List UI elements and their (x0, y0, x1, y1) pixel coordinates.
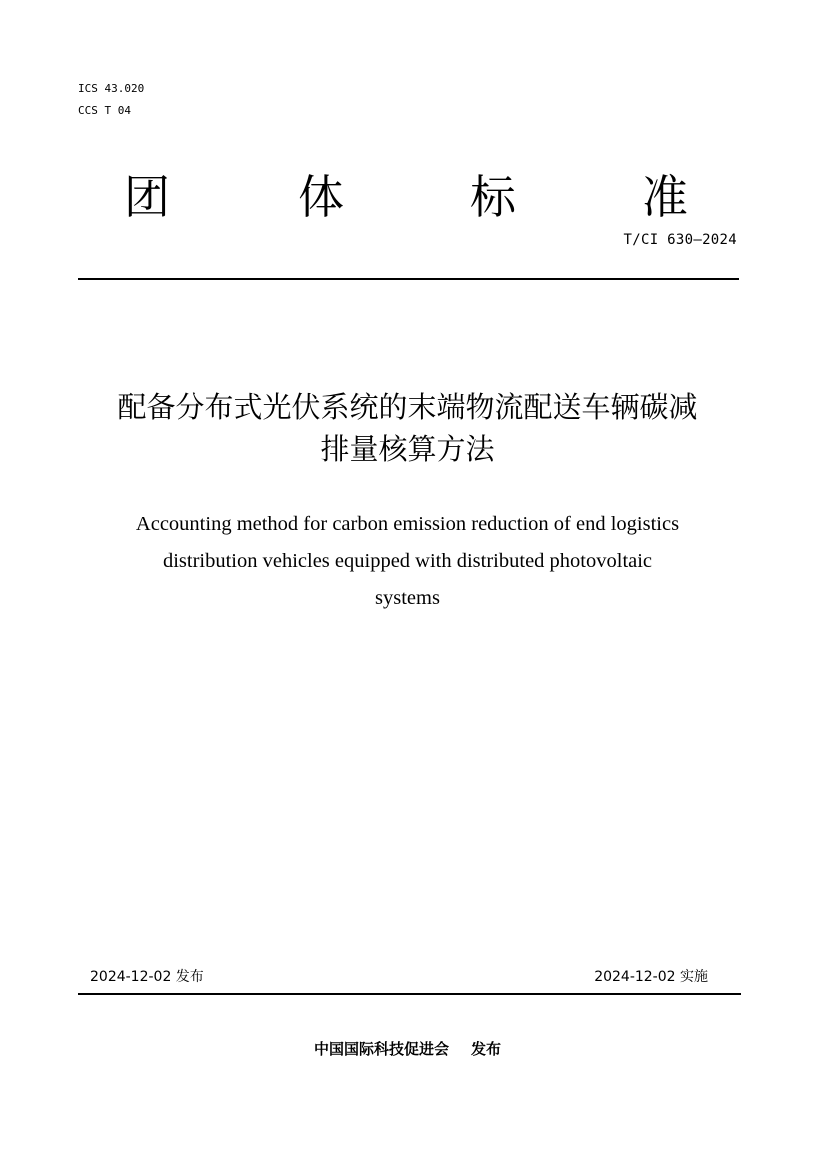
publisher-line (0, 1039, 815, 1059)
english-title-line-2: distribution vehicles equipped with distributed photovoltaic (162, 550, 653, 572)
english-title (60, 506, 755, 617)
standard-number: T/CI 630—2024 (623, 232, 737, 248)
publish-date: 2024-12-02 发布 (90, 969, 204, 985)
chinese-title-line-2: 排量核算方法 (320, 432, 495, 466)
ccs-code: CCS T 04 (78, 104, 131, 117)
footer-divider (78, 993, 741, 995)
chinese-title (60, 386, 755, 470)
implement-date: 2024-12-02 实施 (594, 969, 708, 985)
english-title-line-1: Accounting method for carbon emission reduction of end logistics (135, 513, 680, 535)
ics-code: ICS 43.020 (78, 82, 145, 95)
publisher-action: 发布 (471, 1040, 502, 1058)
standard-type-char-2: 体 (298, 170, 344, 224)
standard-type-char-1: 团 (124, 170, 170, 224)
standard-type-char-3: 标 (470, 170, 516, 224)
standard-type-char-4: 准 (642, 170, 688, 224)
english-title-line-3: systems (375, 587, 440, 609)
standard-type-heading (0, 170, 815, 230)
chinese-title-line-1: 配备分布式光伏系统的末端物流配送车辆碳减 (117, 390, 698, 424)
header-divider (78, 278, 739, 280)
publisher-organization: 中国国际科技促进会 (313, 1040, 449, 1058)
